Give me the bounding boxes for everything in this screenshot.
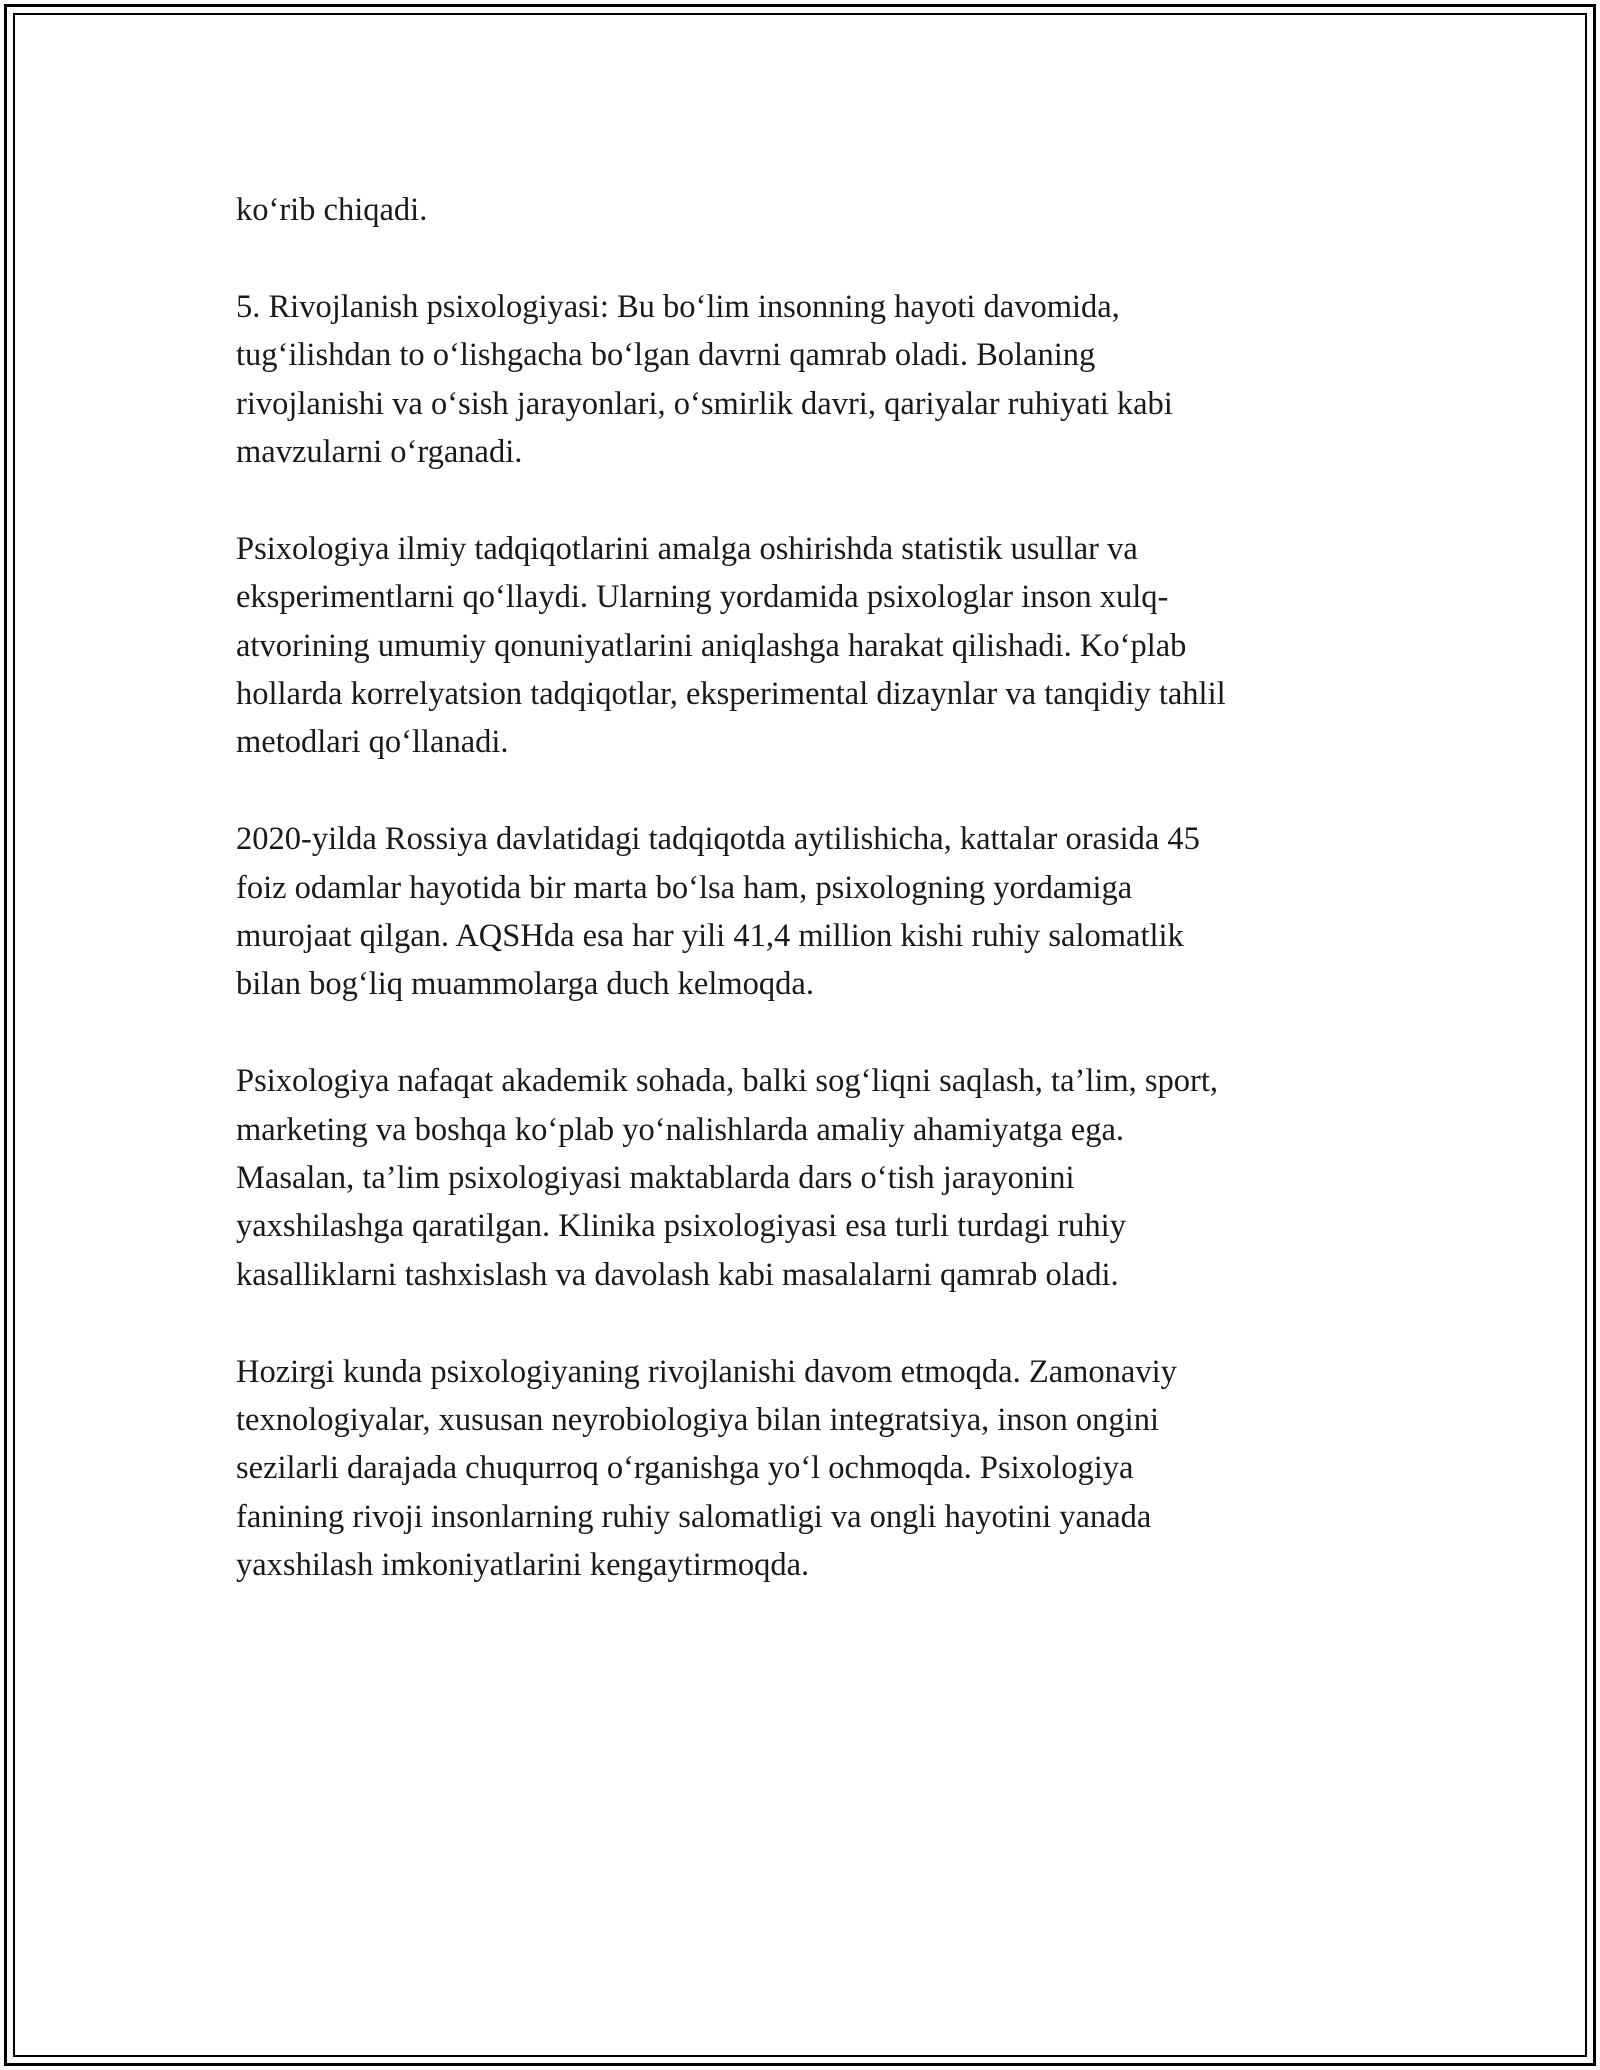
text-line: mavzularni o‘rganadi. [236, 434, 523, 471]
text-line: Psixologiya nafaqat akademik sohada, balki sog‘liqni saqlash, ta’lim, sport, [236, 1063, 1219, 1100]
text-line: yaxshilashga qaratilgan. Klinika psixologiyasi esa turli turdagi ruhiy [236, 1208, 1126, 1245]
text-line: murojaat qilgan. AQSHda esa har yili 41,4 million kishi ruhiy salomatlik [236, 918, 1184, 955]
paragraph-research-methods [236, 525, 1376, 767]
text-line: yaxshilash imkoniyatlarini kengaytirmoqda. [236, 1547, 810, 1584]
text-line: bilan bog‘liq muammolarga duch kelmoqda. [236, 966, 814, 1003]
text-line: marketing va boshqa ko‘plab yo‘nalishlarda amaliy ahamiyatga ega. [236, 1111, 1125, 1148]
text-line: kasalliklarni tashxislash va davolash kabi masalalarni qamrab oladi. [236, 1256, 1119, 1293]
text-line: 5. Rivojlanish psixologiyasi: Bu bo‘lim insonning hayoti davomida, [236, 288, 1120, 325]
paragraph-applied-fields [236, 1057, 1376, 1299]
text-line: foiz odamlar hayotida bir marta bo‘lsa ham, psixologning yordamiga [236, 869, 1133, 906]
text-line: hollarda korrelyatsion tadqiqotlar, eksperimental dizaynlar va tanqidiy tahlil [236, 676, 1226, 713]
text-line: eksperimentlarni qo‘llaydi. Ularning yordamida psixologlar inson xulq- [236, 579, 1169, 616]
paragraph-current-development [236, 1348, 1376, 1590]
text-line: fanining rivoji insonlarning ruhiy salomatligi va ongli hayotini yanada [236, 1498, 1152, 1535]
text-line: tug‘ilishdan to o‘lishgacha bo‘lgan davrni qamrab oladi. Bolaning [236, 337, 1096, 374]
text-line: sezilarli darajada chuqurroq o‘rganishga yo‘l ochmoqda. Psixologiya [236, 1450, 1134, 1487]
paragraph-developmental-psychology [236, 283, 1376, 477]
text-line: Masalan, ta’lim psixologiyasi maktablarda dars o‘tish jarayonini [236, 1160, 1075, 1197]
text-line: ko‘rib chiqadi. [236, 192, 428, 228]
text-line: Hozirgi kunda psixologiyaning rivojlanishi davom etmoqda. Zamonaviy [236, 1353, 1177, 1390]
text-line: rivojlanishi va o‘sish jarayonlari, o‘smirlik davri, qariyalar ruhiyati kabi [236, 385, 1173, 422]
text-line: texnologiyalar, xususan neyrobiologiya bilan integratsiya, inson ongini [236, 1402, 1159, 1439]
document-body [236, 186, 1376, 1638]
paragraph-continuation [236, 186, 1376, 234]
text-line: metodlari qo‘llanadi. [236, 724, 509, 761]
text-line: 2020-yilda Rossiya davlatidagi tadqiqotda aytilishicha, kattalar orasida 45 [236, 821, 1200, 858]
text-line: atvorining umumiy qonuniyatlarini aniqlashga harakat qilishadi. Ko‘plab [236, 627, 1187, 664]
paragraph-statistics [236, 815, 1376, 1009]
text-line: Psixologiya ilmiy tadqiqotlarini amalga oshirishda statistik usullar va [236, 530, 1138, 567]
